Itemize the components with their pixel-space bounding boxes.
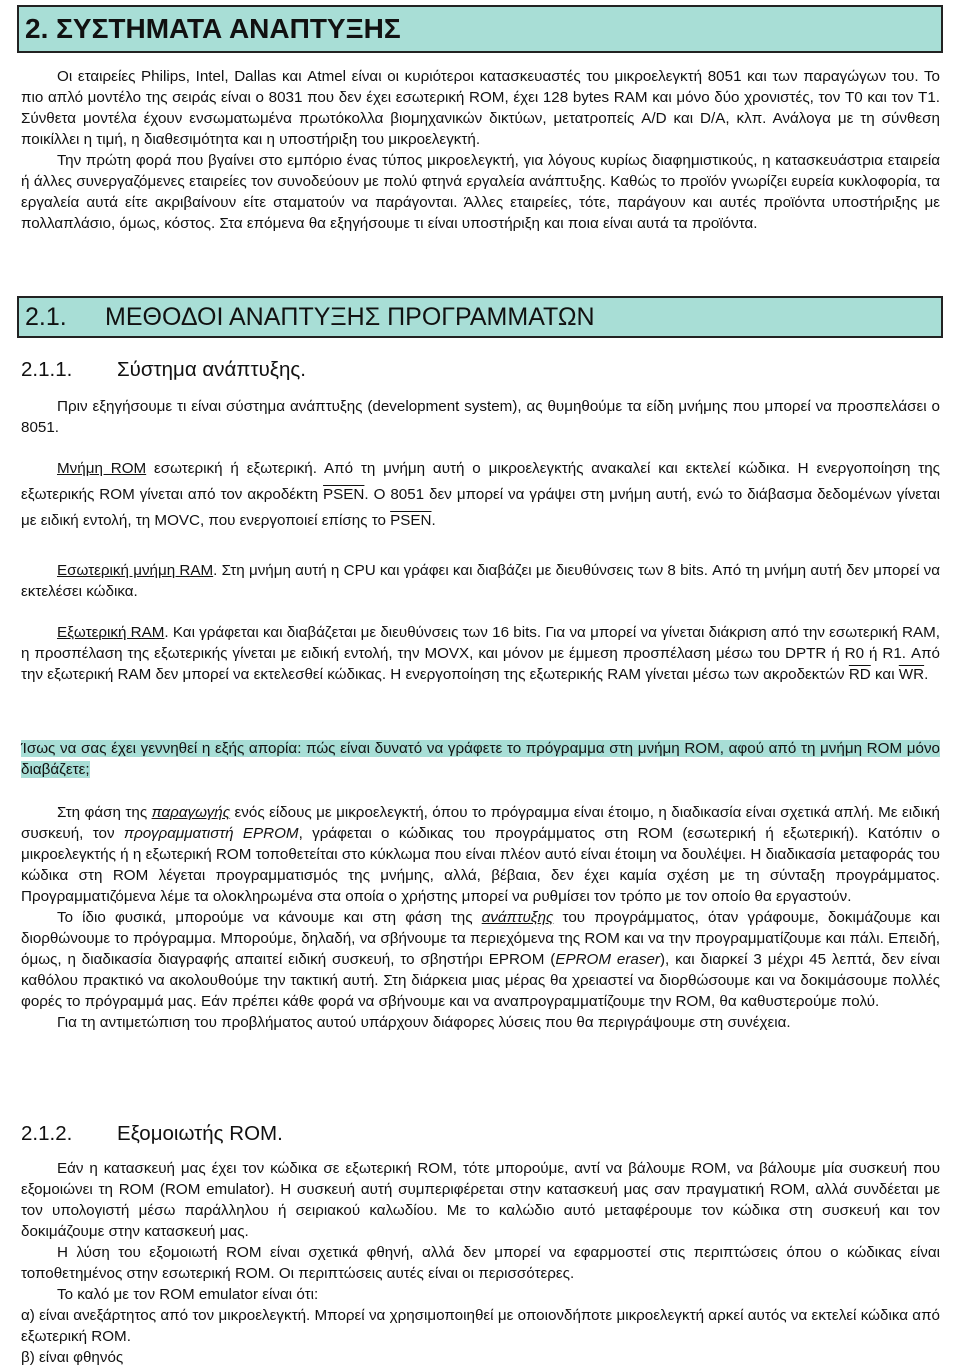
list-item: α) είναι ανεξάρτητος από τον μικροελεγκτή. Μπορεί να χρησιμοποιηθεί με οποιονδήποτε μικροελεγκτή αρκεί αυτός να εκτελεί κώδικα από εξωτερική ROM. (21, 1307, 940, 1345)
psen-signal: PSEN (390, 512, 432, 529)
development-term: ανάπτυξης (481, 909, 554, 926)
intro-text-1: Οι εταιρείες Philips, Intel, Dallas και Atmel είναι οι κυριότεροι κατασκευαστές του μικροελεγκτή 8051 και των παραγώγων του. (57, 68, 919, 85)
development-system-intro (21, 396, 940, 438)
section-heading-2-1 (17, 296, 943, 338)
intro-text-2: Το πιο απλό μοντέλο της σειράς είναι ο 8031 που δεν έχει εσωτερική ROM, έχει 128 bytes RAM και μόνο δύο χρονιστές, τον T0 και τον T1. (21, 68, 941, 106)
list-item: β) είναι φθηνός (21, 1349, 124, 1366)
conjunction: και (870, 666, 899, 683)
highlighted-question: Ίσως να σας έχει γεννηθεί η εξής απορία: πώς είναι δυνατό να γράφετε το πρόγραμμα στη μνήμη ROM, αφού από τη μνήμη ROM μόνο διαβάζετε; (21, 740, 940, 778)
rom-emulator-block (21, 1158, 940, 1368)
paragraph: Η λύση του εξομοιωτή ROM είναι σχετικά φθηνή, αλλά δεν μπορεί να εφαρμοστεί στις περιπτώσεις όπου ο κώδικας είναι τοποθετημένος στην εσωτερική ROM. Οι περιπτώσεις αυτές είναι οι περισσότερες. (21, 1244, 940, 1282)
internal-ram-term: Εσωτερική μνήμη RAM (57, 562, 214, 579)
paragraph: Εάν η κατασκευή μας έχει τον κώδικα σε εξωτερική ROM, τότε μπορούμε, αντί να βάλουμε ROM, να βάλουμε μία συσκευή που εξομοιώνει τη ROM (ROM emulator). Η συσκευή αυτή συμπεριφέρεται στην κατασκευή μας σαν πραγματική ROM, αλλά συνδέεται με τον υπολογιστή μέσω παράλληλου ή σειριακού καλωδίου. Με το καλώδιο αυτό μεταφέρουμε τον κώδικα στη συσκευή και τον δοκιμάζουμε στην κατασκευή μας. (21, 1160, 940, 1240)
intro-text-3: Σύνθετα μοντέλα έχουν ενσωματωμένα πρωτόκολλα βιομηχανικών δικτύων, μετατροπείς A/D και D/A, κλπ. (21, 110, 767, 127)
text: ), και διαρκεί 3 μέχρι 45 λεπτά, δεν είναι καθόλου πρακτικό να ακολουθούμε την τακτική αυτή. Στη διάρκεια μιας μέρας θα χρειαστεί να διορθώσουμε και να δοκιμάσουμε πολλές φορές το πρόγραμμά μας. Εάν πρέπει κάθε φορά να σβήνουμε και να αναπρογραμματίζουμε την ROM, θα καθυστερούμε πολύ. (21, 951, 940, 1010)
paragraph: Για τη αντιμετώπιση του προβλήματος αυτού υπάρχουν διάφορες λύσεις που θα περιγράψουμε στη συνέχεια. (57, 1014, 791, 1031)
external-ram-description (21, 622, 940, 685)
intro-text-8: Στα επόμενα θα εξηγήσουμε τι είναι υποστήριξη και ποια είναι αυτά τα προϊόντα. (219, 215, 758, 232)
wr-signal: $\overline{WR}$ (898, 666, 925, 683)
external-ram-term: Εξωτερική RAM (57, 624, 165, 641)
subsection-title: Σύστημα ανάπτυξης. (117, 358, 306, 381)
section-number: 2.1. (25, 303, 67, 331)
rom-text-3: . (431, 512, 436, 529)
production-phase-block (21, 802, 940, 1033)
psen-signal: PSEN (323, 486, 365, 503)
subsection-number: 2.1.1. (21, 358, 73, 381)
subsection-heading-2-1-1 (21, 358, 306, 382)
intro-text-6: Καθώς το προϊόν γνωρίζει ευρεία κυκλοφορία, τα εργαλεία αυτά είτε ακριβαίνουν είτε σταματούν να παράγονται. (21, 173, 940, 211)
eprom-programmer-term: προγραμματιστή EPROM (123, 825, 299, 842)
rom-term: Μνήμη ROM (57, 460, 147, 477)
question-block (21, 738, 940, 780)
external-ram-text: . Και γράφεται και διαβάζεται με διευθύνσεις των 16 bits. Για να μπορεί να γίνεται διάκριση από την εσωτερική RAM, η προσπέλαση της εξωτερικής γίνεται με ειδική εντολή, την MOVX, και μόνον με έμμεση προσπέλαση μέσω του DPTR ή R0 ή R1. Από την εξωτερική RAM δεν μπορεί να εκτελεσθεί κώδικας. Η ενεργοποίηση της εξωτερικής RAM γίνεται μέσω των ακροδεκτών (21, 624, 940, 683)
rom-text-1: εσωτερική ή εξωτερική. Από τη μνήμη αυτή ο μικροελεγκτής ανακαλεί και εκτελεί κώδικα. Η ενεργοποίηση της εξωτερικής ROM γίνεται από τον ακροδέκτη (21, 460, 940, 503)
rom-description (21, 456, 940, 534)
text: Στη φάση της (57, 804, 152, 821)
rd-signal: $\overline{RD}$ (848, 666, 871, 683)
internal-ram-text: . Στη μνήμη αυτή η CPU και γράφει και διαβάζει με διευθύνσεις των 8 bits. Από τη μνήμη αυτή δεν μπορεί να εκτελέσει κώδικα. (21, 562, 940, 600)
text: ενός είδους με μικροελεγκτή, όπου το πρόγραμμα είναι έτοιμο, η διαδικασία είναι σχετικά απλή. Με ειδική συσκευή, τον (21, 804, 940, 842)
intro-text-4: Ανάλογα με τη σύνθεση ποικίλλει η τιμή, η διαθεσιμότητα και η υποστήριξη του μικροελεγκτή. (21, 110, 940, 148)
eprom-eraser-term: EPROM eraser (555, 951, 660, 968)
intro-block (21, 66, 940, 234)
intro-paragraph-1 (21, 66, 940, 150)
text: Το ίδιο φυσικά, μπορούμε να κάνουμε και στη φάση της (57, 909, 482, 926)
intro-text-5: Την πρώτη φορά που βγαίνει στο εμπόριο ένας τύπος μικροελεγκτή, για λόγους κυρίως διαφημιστικούς, η κατασκευάστρια εταιρεία ή άλλες συνεργαζόμενες εταιρείες τον συνοδεύουν με πολύ φτηνά εργαλεία ανάπτυξης. (21, 152, 940, 190)
subsection-heading-2-1-2 (21, 1122, 283, 1146)
intro-paragraph-2 (21, 150, 940, 234)
period: . (924, 666, 929, 683)
rom-text-2: . Ο 8051 δεν μπορεί να γράψει στη μνήμη αυτή, ενώ το διάβασμα δεδομένων γίνεται με ειδική εντολή, τη MOVC, που ενεργοποιεί επίσης το (21, 486, 940, 529)
subsection-title: Εξομοιωτής ROM. (117, 1122, 283, 1145)
paragraph: Το καλό με τον ROM emulator είναι ότι: (57, 1286, 319, 1303)
text: , γράφεται ο κώδικας του προγράμματος στη ROM (εσωτερική ή εξωτερική). Κατόπιν ο μικροελεγκτής ή η εξωτερική ROM τοποθετείται στο κύκλωμα που είναι πλέον αυτό είναι έτοιμη να δουλέψει. Η διαδικασία μεταφοράς του κώδικα στη ROM λέγεται προγραμματισμός της μνήμης, αλλά, βέβαια, δεν έχει καμία σχέση με τη σύνταξη προγράμματος. Προγραμματιζόμενα λέμε τα ολοκληρωμένα στα οποία ο χρήστης μπορεί να ρυθμίσει τον τρόπο με τον οποίο θα εργαστούν. (21, 825, 941, 905)
chapter-heading: 2. ΣΥΣΤΗΜΑΤΑ ΑΝΑΠΤΥΞΗΣ (17, 5, 943, 53)
section-title: ΜΕΘΟΔΟΙ ΑΝΑΠΤΥΞΗΣ ΠΡΟΓΡΑΜΜΑΤΩΝ (105, 303, 595, 331)
text: του προγράμματος, όταν γράφουμε, δοκιμάζουμε και διορθώνουμε το πρόγραμμα. Μπορούμε, δηλαδή, να σβήνουμε τα περιεχόμενα της ROM και να την προγραμματίζουμε και πάλι. Επειδή, όμως, η διαδικασία διαγραφής απαιτεί ειδική συσκευή, το σβηστήρι EPROM ( (21, 909, 940, 968)
subsection-number: 2.1.2. (21, 1122, 73, 1145)
production-term: παραγωγής (151, 804, 231, 821)
internal-ram-description (21, 560, 940, 602)
paragraph: Πριν εξηγήσουμε τι είναι σύστημα ανάπτυξης (development system), ας θυμηθούμε τα είδη μνήμης που μπορεί να προσπελάσει ο 8051. (21, 398, 940, 436)
intro-text-7: Άλλες εταιρείες, τότε, παράγουν και αυτές προϊόντα υποστήριξης με πολλαπλάσιο, όμως, κόστος. (21, 194, 940, 232)
